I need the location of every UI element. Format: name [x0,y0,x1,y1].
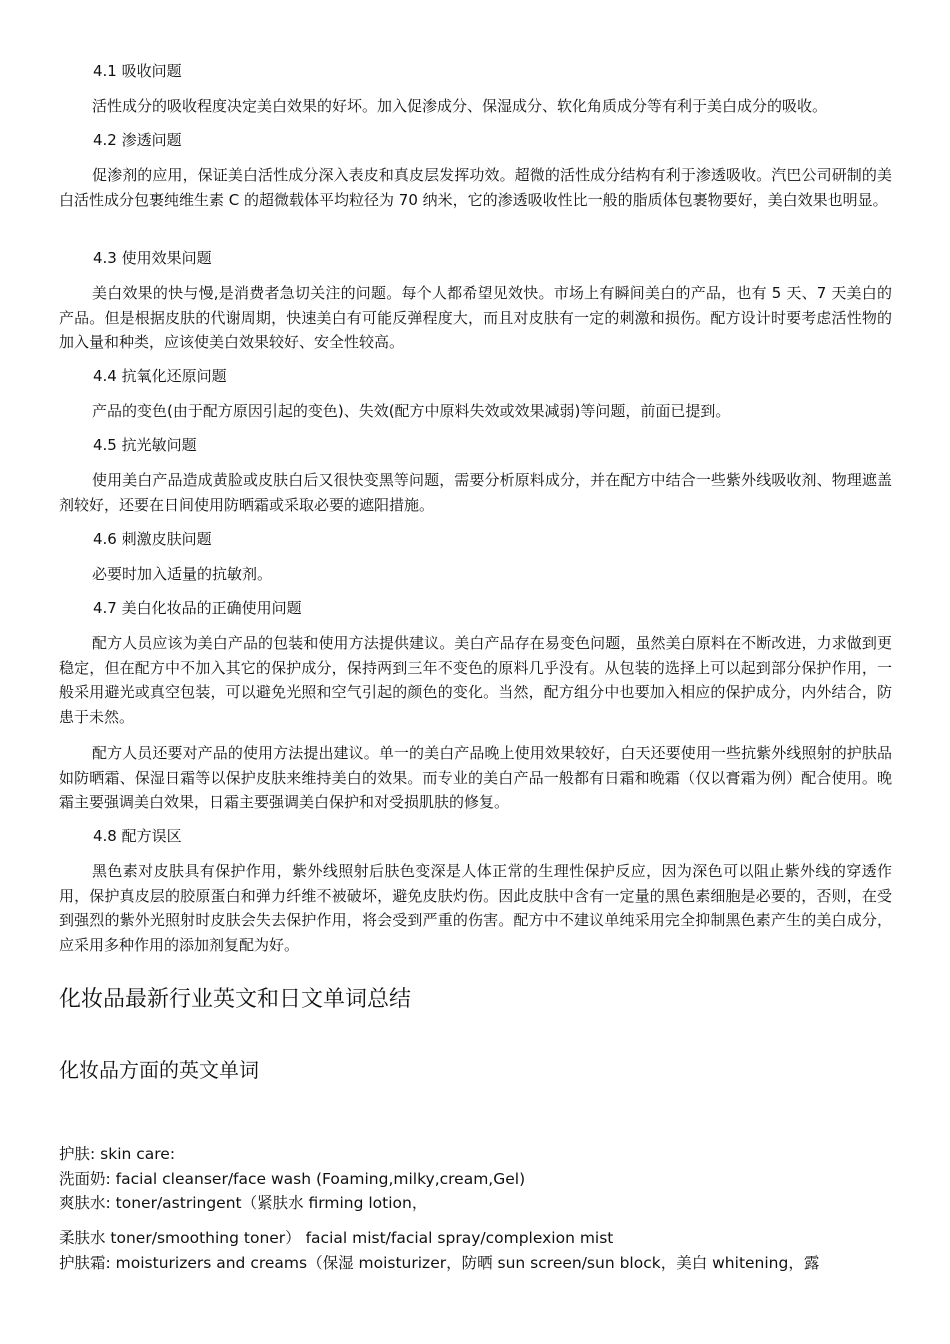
heading-vocab-summary: 化妆品最新行业英文和日文单词总结 [59,987,412,1012]
section-title-4-2: 4.2 渗透问题 [93,131,182,149]
section-title-4-8: 4.8 配方误区 [93,827,182,845]
vocab-line: 爽肤水: toner/astringent（紧肤水 firming lotion， [59,1194,428,1212]
paragraph-4-4: 产品的变色(由于配方原因引起的变色)、失效(配方中原料失效或效果减弱)等问题，前面已提到。 [92,402,731,420]
paragraph-4-6: 必要时加入适量的抗敏剂。 [92,565,273,583]
heading-english-vocab: 化妆品方面的英文单词 [59,1058,259,1082]
section-title-4-6: 4.6 刺激皮肤问题 [93,530,212,548]
section-title-4-4: 4.4 抗氧化还原问题 [93,367,227,385]
paragraph-4-5: 使用美白产品造成黄脸或皮肤白后又很快变黑等问题，需要分析原料成分，并在配方中结合一些紫外线吸收剂、物理遮盖剂较好，还要在日间使用防晒霜或采取必要的遮阳措施。 [59,471,892,514]
paragraph-4-7-a: 配方人员应该为美白产品的包装和使用方法提供建议。美白产品存在易变色问题，虽然美白原料在不断改进，力求做到更稳定，但在配方中不加入其它的保护成分，保持两到三年不变色的原料几乎没有。从包装的选择上可以起到部分保护作用，一般采用避光或真空包装，可以避免光照和空气引起的颜色的变化。当然，配方组分中也要加入相应的保护成分，内外结合，防患于未然。 [59,634,892,726]
vocab-line: 洗面奶: facial cleanser/face wash (Foaming,milky,cream,Gel) [59,1170,526,1188]
section-title-4-1: 4.1 吸收问题 [93,62,182,80]
section-title-4-3: 4.3 使用效果问题 [93,249,212,267]
paragraph-4-3: 美白效果的快与慢,是消费者急切关注的问题。每个人都希望见效快。市场上有瞬间美白的产品，也有 5 天、7 天美白的产品。但是根据皮肤的代谢周期，快速美白有可能反弹程度大，而且对皮肤有一定的刺激和损伤。配方设计时要考虑活性物的加入量和种类，应该使美白效果较好、安全性较高。 [59,284,892,351]
section-title-4-5: 4.5 抗光敏问题 [93,436,197,454]
paragraph-4-7-b: 配方人员还要对产品的使用方法提出建议。单一的美白产品晚上使用效果较好，白天还要使用一些抗紫外线照射的护肤品如防晒霜、保湿日霜等以保护皮肤来维持美白的效果。而专业的美白产品一般都有日霜和晚霜（仅以膏霜为例）配合使用。晚霜主要强调美白效果，日霜主要强调美白保护和对受损肌肤的修复。 [59,744,892,811]
vocab-line: 护肤霜: moisturizers and creams（保湿 moisturizer，防晒 sun screen/sun block，美白 whitening，露 [59,1254,820,1272]
vocab-line: 柔肤水 toner/smoothing toner） facial mist/facial spray/complexion mist [59,1229,614,1247]
paragraph-4-1: 活性成分的吸收程度决定美白效果的好坏。加入促渗成分、保湿成分、软化角质成分等有利于美白成分的吸收。 [92,97,828,115]
section-title-4-7: 4.7 美白化妆品的正确使用问题 [93,599,302,617]
paragraph-4-8: 黑色素对皮肤具有保护作用，紫外线照射后肤色变深是人体正常的生理性保护反应，因为深色可以阻止紫外线的穿透作用，保护真皮层的胶原蛋白和弹力纤维不被破坏，避免皮肤灼伤。因此皮肤中含有一定量的黑色素细胞是必要的，否则，在受到强烈的紫外光照射时皮肤会失去保护作用，将会受到严重的伤害。配方中不建议单纯采用完全抑制黑色素产生的美白成分，应采用多种作用的添加剂复配为好。 [59,862,892,954]
paragraph-4-2: 促渗剂的应用，保证美白活性成分深入表皮和真皮层发挥功效。超微的活性成分结构有利于渗透吸收。汽巴公司研制的美白活性成分包裹纯维生素 C 的超微载体平均粒径为 70 纳米，它的渗透吸收性比一般的脂质体包裹物要好，美白效果也明显。 [59,166,892,209]
vocab-line: 护肤: skin care: [59,1145,176,1163]
